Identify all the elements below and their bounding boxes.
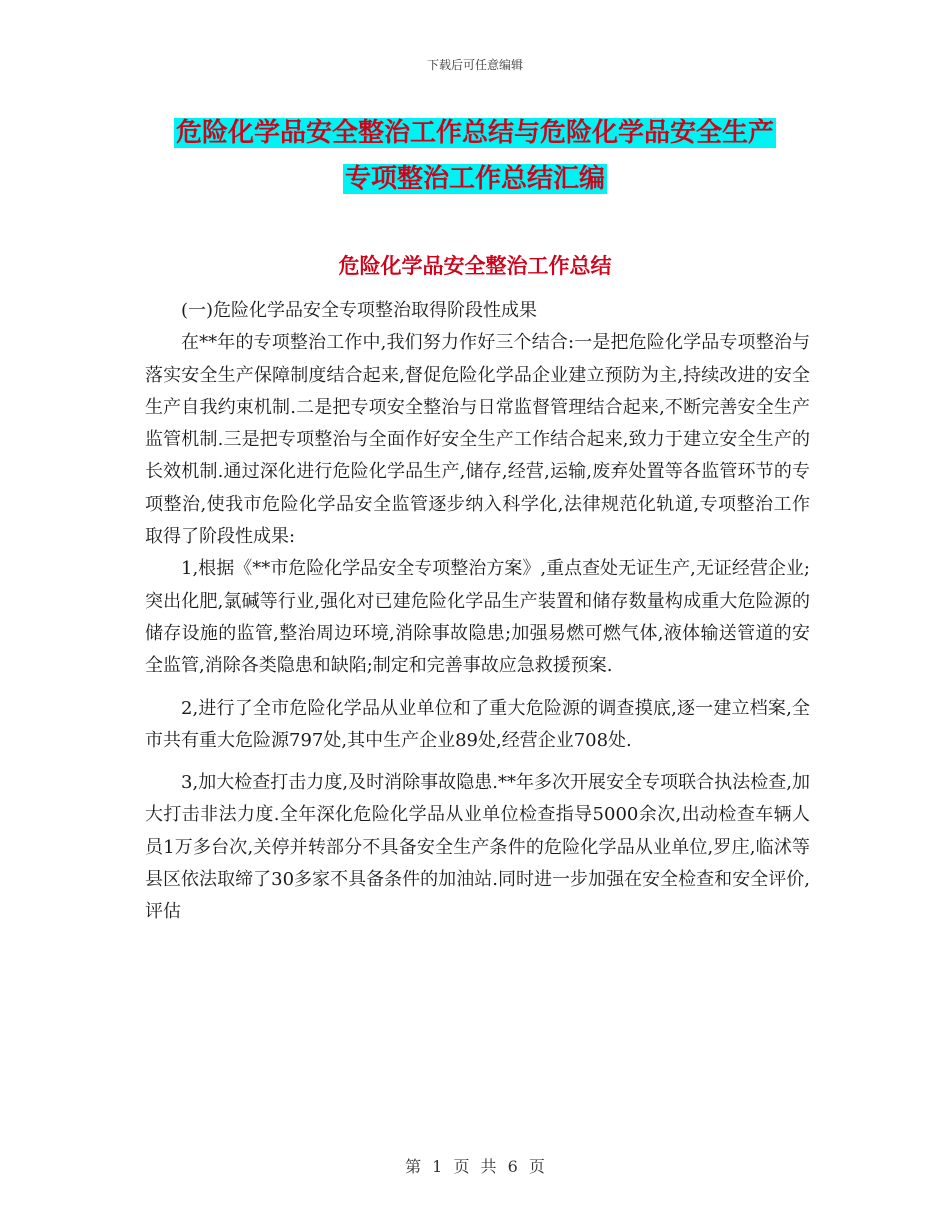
document-title-line-2 bbox=[0, 156, 950, 202]
section-title: 危险化学品安全整治工作总结 bbox=[338, 254, 612, 278]
page-footer: 第 1 页 共 6 页 bbox=[405, 1157, 545, 1176]
paragraph-item-2: 2,进行了全市危险化学品从业单位和了重大危险源的调查摸底,逐一建立档案,全市共有重大危险源797处,其中生产企业89处,经营企业708处. bbox=[145, 697, 810, 751]
body-text bbox=[145, 295, 810, 929]
paragraph-heading: (一)危险化学品安全专项整治取得阶段性成果 bbox=[181, 300, 538, 321]
document-title-line-1 bbox=[0, 110, 950, 156]
document-title bbox=[0, 110, 950, 202]
title-line-1-text: 危险化学品安全整治工作总结与危险化学品安全生产 bbox=[175, 118, 774, 148]
running-header: 下载后可任意编辑 bbox=[426, 58, 523, 72]
paragraph-item-3: 3,加大检查打击力度,及时消除事故隐患.**年多次开展安全专项联合执法检查,加大打击非法力度.全年深化危险化学品从业单位检查指导5000余次,出动检查车辆人员1万多台次,关停并转部分不具备安全生产条件的危险化学品从业单位,罗庄,临沭等县区依法取缔了30多家不具备条件的加油站.同时进一步加强在安全检查和安全评价,评估 bbox=[145, 772, 810, 923]
title-line-2-text: 专项整治工作总结汇编 bbox=[344, 164, 605, 194]
paragraph-item-1: 1,根据《**市危险化学品安全专项整治方案》,重点查处无证生产,无证经营企业;突出化肥,氯碱等行业,强化对已建危险化学品生产装置和储存数量构成重大危险源的储存设施的监管,整治周边环境,消除事故隐患;加强易燃可燃气体,液体输送管道的安全监管,消除各类隐患和缺陷;制定和完善事故应急救援预案. bbox=[145, 558, 810, 677]
paragraph: 在**年的专项整治工作中,我们努力作好三个结合:一是把危险化学品专项整治与落实安全生产保障制度结合起来,督促危险化学品企业建立预防为主,持续改进的安全生产自我约束机制.二是把专项安全整治与日常监督管理结合起来,不断完善安全生产监管机制.三是把专项整治与全面作好安全生产工作结合起来,致力于建立安全生产的长效机制.通过深化进行危险化学品生产,储存,经营,运输,废弃处置等各监管环节的专项整治,使我市危险化学品安全监管逐步纳入科学化,法律规范化轨道,专项整治工作取得了阶段性成果: bbox=[145, 332, 810, 548]
